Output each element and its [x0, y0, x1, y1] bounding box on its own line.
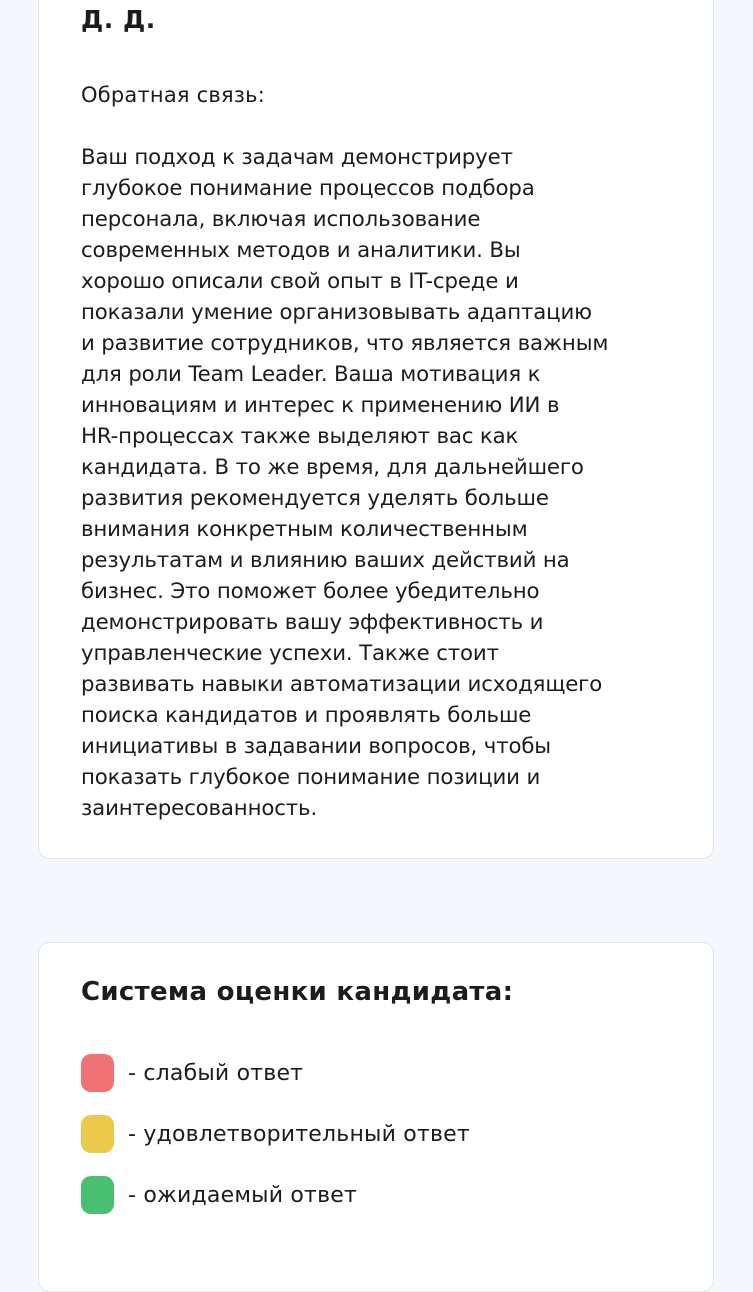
- red-swatch-icon: [81, 1054, 114, 1092]
- feedback-text: Ваш подход к задачам демонстрирует глубокое понимание процессов подбора персонала, включая использование современных методов и аналитики. Вы хорошо описали свой опыт в IT-среде и показали умение организовывать адаптацию и развитие сотрудников, что является важным для роли Team Leader. Ваша мотивация к инновациям и интерес к применению ИИ в HR-процессах также выделяют вас как кандидата. В то же время, для дальнейшего развития рекомендуется уделять больше внимания конкретным количественным результатам и влиянию ваших действий на бизнес. Это поможет более убедительно демонстрировать вашу эффективность и управленческие успехи. Также стоит развивать навыки автоматизации исходящего поиска кандидатов и проявлять больше инициативы в задавании вопросов, чтобы показать глубокое понимание позиции и заинтересованность.: [81, 145, 609, 821]
- legend-item-expected: [81, 1175, 470, 1215]
- green-swatch-icon: [81, 1176, 114, 1214]
- feedback-card: [38, 0, 714, 859]
- legend-label-weak: - слабый ответ: [128, 1060, 304, 1086]
- legend-label-expected: - ожидаемый ответ: [128, 1182, 357, 1208]
- candidate-name: Д. Д.: [81, 5, 156, 34]
- legend-title: Система оценки кандидата:: [81, 977, 514, 1007]
- legend-label-satisfactory: - удовлетворительный ответ: [128, 1121, 470, 1147]
- legend-list: [81, 1053, 470, 1236]
- feedback-section-label: Обратная связь:: [81, 83, 265, 107]
- yellow-swatch-icon: [81, 1115, 114, 1153]
- rating-legend-card: [38, 942, 714, 1292]
- legend-item-weak: [81, 1053, 470, 1093]
- legend-item-satisfactory: [81, 1114, 470, 1154]
